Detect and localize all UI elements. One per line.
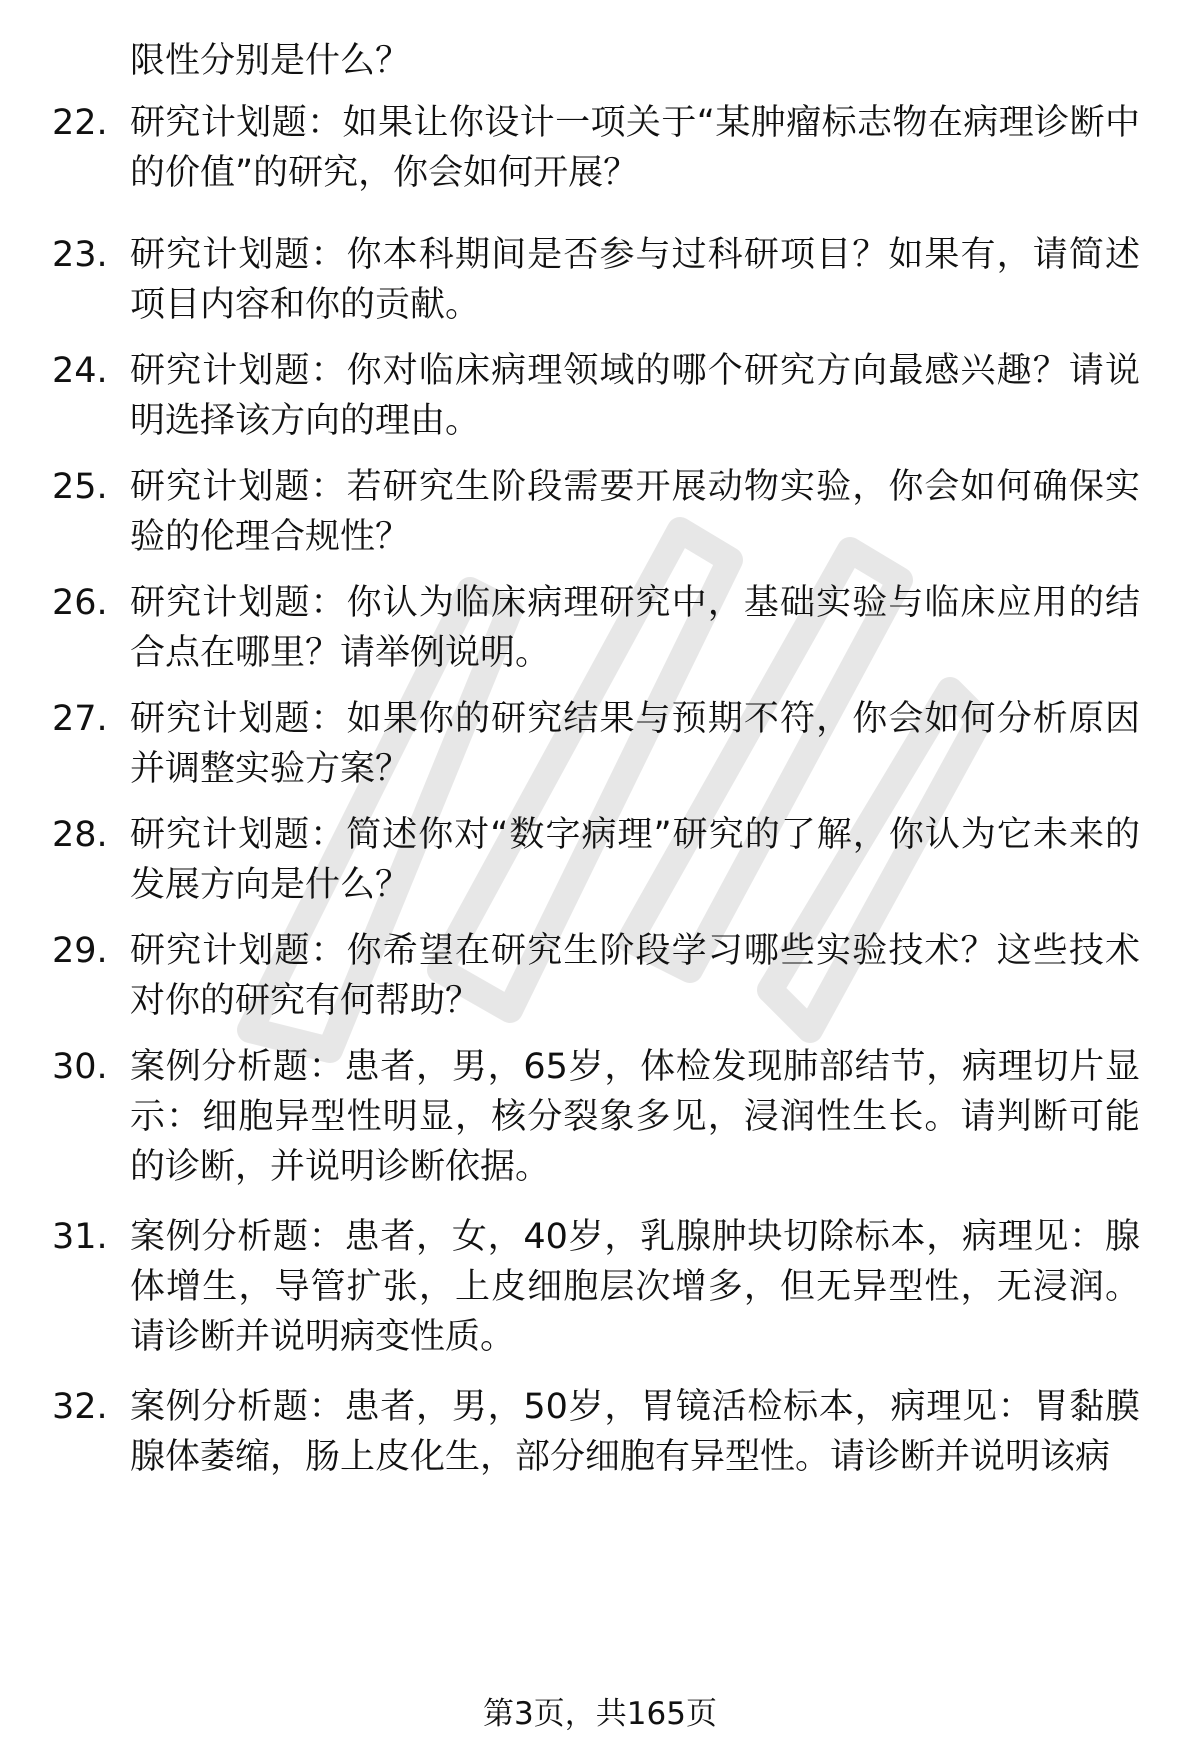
question-text: 研究计划题：简述你对“数字病理”研究的了解，你认为它未来的发展方向是什么？ — [130, 815, 1140, 905]
question-text: 案例分析题：患者，女，40岁，乳腺肿块切除标本，病理见：腺体增生，导管扩张，上皮细胞层次增多，但无异型性，无浸润。请诊断并说明病变性质。 — [130, 1217, 1140, 1357]
question-list — [0, 36, 1200, 1492]
question-item — [0, 926, 1200, 1042]
question-text: 研究计划题：若研究生阶段需要开展动物实验，你会如何确保实验的伦理合规性？ — [130, 467, 1140, 557]
question-text: 研究计划题：如果让你设计一项关于“某肿瘤标志物在病理诊断中的价值”的研究，你会如何开展？ — [130, 103, 1140, 193]
question-number: 26. — [52, 583, 108, 623]
page-footer: 第3页，共165页 — [483, 1696, 717, 1732]
question-text: 研究计划题：你认为临床病理研究中，基础实验与临床应用的结合点在哪里？请举例说明。 — [130, 583, 1140, 673]
question-item — [0, 694, 1200, 810]
question-number: 24. — [52, 351, 108, 391]
question-text: 研究计划题：你本科期间是否参与过科研项目？如果有，请简述项目内容和你的贡献。 — [130, 235, 1140, 325]
question-item — [0, 346, 1200, 462]
question-number: 28. — [52, 815, 108, 855]
question-number: 32. — [52, 1387, 108, 1427]
question-item — [0, 810, 1200, 926]
question-item — [0, 462, 1200, 578]
question-number: 30. — [52, 1047, 108, 1087]
question-text: 研究计划题：你对临床病理领域的哪个研究方向最感兴趣？请说明选择该方向的理由。 — [130, 351, 1140, 441]
question-number: 27. — [52, 699, 108, 739]
question-number: 22. — [52, 103, 108, 143]
question-text: 研究计划题：如果你的研究结果与预期不符，你会如何分析原因并调整实验方案？ — [130, 699, 1140, 789]
question-item — [0, 230, 1200, 346]
continued-text: 限性分别是什么？ — [130, 41, 411, 81]
question-item — [0, 1042, 1200, 1212]
question-item — [0, 98, 1200, 230]
question-number: 31. — [52, 1217, 108, 1257]
question-number: 29. — [52, 931, 108, 971]
question-text: 研究计划题：你希望在研究生阶段学习哪些实验技术？这些技术对你的研究有何帮助？ — [130, 931, 1140, 1021]
question-item — [0, 578, 1200, 694]
question-text: 案例分析题：患者，男，65岁，体检发现肺部结节，病理切片显示：细胞异型性明显，核分裂象多见，浸润性生长。请判断可能的诊断，并说明诊断依据。 — [130, 1047, 1140, 1187]
question-number: 23. — [52, 235, 108, 275]
question-item — [0, 1382, 1200, 1492]
question-number: 25. — [52, 467, 108, 507]
question-text: 案例分析题：患者，男，50岁，胃镜活检标本，病理见：胃黏膜腺体萎缩，肠上皮化生，部分细胞有异型性。请诊断并说明该病 — [130, 1387, 1140, 1477]
question-item — [0, 1212, 1200, 1382]
